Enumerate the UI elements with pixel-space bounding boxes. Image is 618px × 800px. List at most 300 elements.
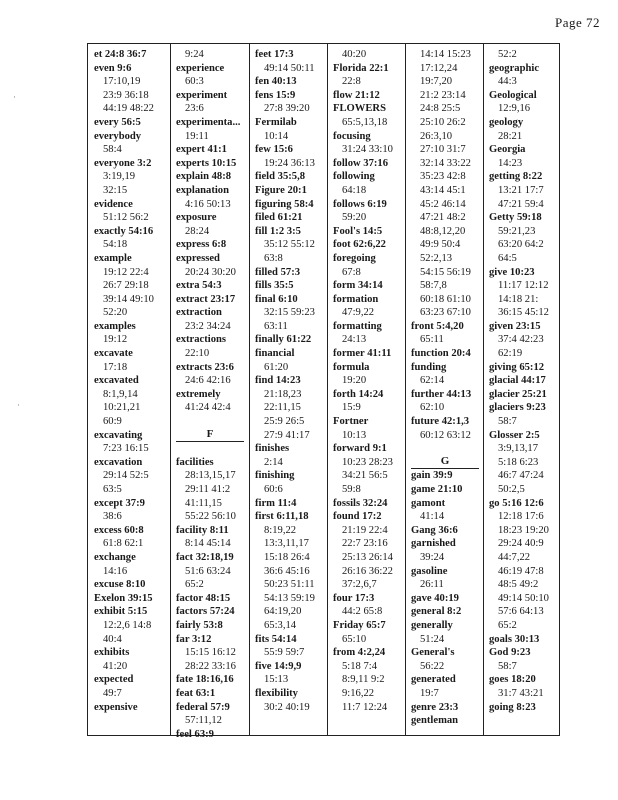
- index-term: funding: [411, 361, 447, 373]
- index-term: even 9:6: [94, 62, 132, 74]
- index-reference: 24:8 25:5: [420, 103, 461, 115]
- index-reference: 62:10: [420, 402, 445, 414]
- index-term: finishing: [255, 470, 295, 482]
- index-term: expert 41:1: [176, 144, 227, 156]
- index-reference: 49:9 50:4: [420, 239, 461, 251]
- index-term: exactly 54:16: [94, 225, 154, 237]
- index-reference: 15:13: [264, 674, 289, 686]
- index-reference: 17:12,24: [420, 62, 458, 74]
- index-term: exposure: [176, 212, 217, 224]
- index-reference: 59:8: [342, 484, 361, 495]
- index-term: experience: [176, 62, 225, 74]
- index-term: flow 21:12: [333, 89, 380, 101]
- index-term: fossils 32:24: [333, 497, 388, 509]
- index-reference: 23:6: [185, 103, 204, 115]
- index-reference: 24:6 42:16: [185, 375, 231, 387]
- index-term: gamont: [411, 497, 446, 509]
- index-term: geology: [489, 116, 524, 128]
- index-reference: 32:15 59:23: [264, 307, 315, 319]
- index-reference: 12:9,16: [498, 103, 531, 115]
- index-reference: 59:21,23: [498, 225, 536, 237]
- index-reference: 29:14 52:5: [103, 470, 149, 482]
- index-term: following: [333, 171, 375, 183]
- index-reference: 35:23 42:8: [420, 171, 466, 183]
- index-reference: 49:14 50:10: [498, 592, 549, 604]
- index-term: far 3:12: [176, 633, 212, 645]
- section-rule: [176, 441, 244, 442]
- index-term: Fermilab: [255, 116, 297, 128]
- index-reference: 63:23 67:10: [420, 307, 471, 319]
- index-reference: 8:19,22: [264, 524, 297, 536]
- index-reference: 25:10 26:2: [420, 116, 466, 128]
- index-term: from 4:2,24: [333, 647, 386, 659]
- index-term: former 41:11: [333, 348, 392, 360]
- index-reference: 61:8 62:1: [103, 538, 144, 550]
- index-reference: 22:11,15: [264, 402, 301, 414]
- index-reference: 2:14: [264, 456, 283, 468]
- index-term: God 9:23: [489, 647, 531, 659]
- index-term: glacial 44:17: [489, 375, 546, 387]
- index-reference: 25:9 26:5: [264, 416, 305, 428]
- index-reference: 26:11: [420, 579, 444, 591]
- index-reference: 34:21 56:5: [342, 470, 388, 482]
- index-reference: 11:17 12:12: [498, 280, 549, 292]
- page-number: Page 72: [554, 15, 600, 30]
- section-letter-g: G: [440, 455, 450, 467]
- index-reference: 60:6: [264, 484, 283, 495]
- index-term: follow 37:16: [333, 157, 389, 169]
- index-term: evidence: [94, 198, 133, 210]
- index-reference: 61:20: [264, 361, 289, 373]
- index-term: facility 8:11: [176, 524, 229, 536]
- index-term: filed 61:21: [255, 212, 303, 224]
- index-term: extractions: [176, 334, 227, 346]
- index-reference: 39:24: [420, 551, 445, 563]
- index-term: Florida 22:1: [333, 62, 389, 74]
- index-term: General's: [411, 647, 455, 659]
- index-reference: 19:12 22:4: [103, 266, 149, 278]
- index-term: everybody: [94, 130, 142, 142]
- index-reference: 64:5: [498, 252, 517, 264]
- index-reference: 63:5: [103, 484, 122, 495]
- index-term: game 21:10: [411, 484, 463, 495]
- index-reference: 22:8: [342, 76, 361, 88]
- index-term: Figure 20:1: [255, 184, 307, 196]
- index-term: few 15:6: [255, 144, 293, 156]
- index-reference: 65:11: [420, 334, 444, 346]
- index-reference: 52:2: [498, 49, 517, 60]
- index-reference: 7:23 16:15: [103, 443, 149, 455]
- index-term: federal 57:9: [176, 701, 230, 713]
- index-reference: 37:4 42:23: [498, 334, 544, 346]
- index-reference: 45:2 46:14: [420, 198, 466, 210]
- index-reference: 48:5 49:2: [498, 579, 539, 591]
- index-reference: 28:21: [498, 130, 523, 142]
- index-reference: 21:2 23:14: [420, 89, 466, 101]
- index-reference: 14:14 15:23: [420, 49, 471, 60]
- index-reference: 47:9,22: [342, 307, 375, 319]
- index-term: extra 54:3: [176, 280, 222, 292]
- index-term: further 44:13: [411, 388, 472, 400]
- index-term: finishes: [255, 443, 290, 455]
- index-reference: 8:1,9,14: [103, 388, 138, 400]
- index-reference: 27:10 31:7: [420, 144, 466, 156]
- index-reference: 37:2,6,7: [342, 579, 377, 591]
- column-divider: [405, 43, 406, 736]
- index-term: fill 1:2 3:5: [255, 225, 301, 237]
- index-reference: 22:10: [185, 348, 210, 360]
- index-term: glacier 25:21: [489, 388, 547, 400]
- index-column-6: [489, 48, 549, 714]
- index-reference: 11:7 12:24: [342, 701, 388, 713]
- index-term: excavate: [94, 348, 133, 360]
- index-term: Fool's 14:5: [333, 225, 383, 237]
- index-reference: 63:11: [264, 320, 288, 332]
- index-reference: 49:14 50:11: [264, 62, 315, 74]
- index-reference: 41:11,15: [185, 497, 222, 509]
- index-reference: 3:9,13,17: [498, 443, 539, 455]
- index-term: find 14:23: [255, 375, 301, 387]
- index-reference: 41:20: [103, 660, 128, 672]
- index-reference: 46:7 47:24: [498, 470, 544, 482]
- index-reference: 60:12 63:12: [420, 429, 471, 441]
- index-term: exchange: [94, 551, 136, 563]
- index-reference: 22:7 23:16: [342, 538, 388, 550]
- index-reference: 17:18: [103, 361, 128, 373]
- index-term: extremely: [176, 388, 221, 400]
- index-reference: 64:18: [342, 184, 367, 196]
- index-reference: 19:20: [342, 375, 367, 387]
- index-term: fact 32:18,19: [176, 551, 234, 563]
- index-term: extract 23:17: [176, 293, 236, 305]
- index-reference: 28:13,15,17: [185, 470, 236, 482]
- index-term: extraction: [176, 307, 222, 319]
- index-reference: 19:7: [420, 687, 439, 699]
- index-reference: 32:14 33:22: [420, 157, 471, 169]
- index-reference: 9:24: [185, 49, 204, 60]
- index-term: given 23:15: [489, 320, 541, 332]
- index-reference: 3:19,19: [103, 171, 136, 183]
- index-column-3: [255, 48, 315, 714]
- index-reference: 44:2 65:8: [342, 606, 383, 618]
- index-term: giving 65:12: [489, 361, 545, 373]
- column-divider: [170, 43, 171, 736]
- index-reference: 46:19 47:8: [498, 565, 544, 577]
- index-reference: 58:7: [498, 660, 517, 672]
- index-reference: 36:6 45:16: [264, 565, 310, 577]
- index-reference: 60:9: [103, 416, 122, 428]
- index-reference: 14:18 21:: [498, 293, 539, 305]
- index-term: genre 23:3: [411, 701, 459, 713]
- index-column-4: [333, 48, 393, 714]
- index-reference: 52:20: [103, 307, 128, 319]
- index-reference: 60:18 61:10: [420, 293, 471, 305]
- index-term: example: [94, 252, 132, 264]
- index-term: forward 9:1: [333, 443, 387, 455]
- index-reference: 21:18,23: [264, 388, 302, 400]
- index-term: first 6:11,18: [255, 511, 309, 523]
- index-reference: 65:5,13,18: [342, 116, 388, 128]
- index-reference: 51:6 63:24: [185, 565, 231, 577]
- index-reference: 43:14 45:1: [420, 184, 466, 196]
- index-term: feel 63:9: [176, 728, 214, 740]
- index-reference: 15:18 26:4: [264, 551, 310, 563]
- index-reference: 51:12 56:2: [103, 212, 149, 224]
- index-term: generally: [411, 619, 453, 631]
- index-reference: 10:13: [342, 429, 367, 441]
- index-reference: 20:24 30:20: [185, 266, 236, 278]
- index-reference: 35:12 55:12: [264, 239, 315, 251]
- index-reference: 32:15: [103, 184, 128, 196]
- index-reference: 41:24 42:4: [185, 402, 231, 414]
- index-term: Geological: [489, 89, 537, 101]
- index-reference: 21:19 22:4: [342, 524, 388, 536]
- index-reference: 8:9,11 9:2: [342, 674, 385, 686]
- index-term: getting 8:22: [489, 171, 543, 183]
- index-term: exhibits: [94, 647, 130, 659]
- index-term: explain 48:8: [176, 171, 232, 183]
- index-term: explanation: [176, 184, 229, 196]
- section-letter-f: F: [206, 428, 214, 440]
- index-reference: 24:13: [342, 334, 367, 346]
- index-term: factors 57:24: [176, 606, 235, 618]
- index-term: foot 62:6,22: [333, 239, 386, 251]
- index-reference: 23:2 34:24: [185, 320, 231, 332]
- index-reference: 49:7: [103, 687, 122, 699]
- index-reference: [176, 442, 240, 456]
- index-reference: 38:6: [103, 511, 122, 523]
- index-term: fits 54:14: [255, 633, 297, 645]
- index-reference: 27:9 41:17: [264, 429, 310, 441]
- index-reference: 23:9 36:18: [103, 89, 149, 101]
- index-term: expected: [94, 674, 134, 686]
- index-term: excess 60:8: [94, 524, 144, 536]
- index-reference: 44:7,22: [498, 551, 531, 563]
- index-term: excavated: [94, 375, 139, 387]
- index-reference: 40:4: [103, 633, 122, 645]
- index-reference: [176, 415, 240, 429]
- index-reference: 63:8: [264, 252, 283, 264]
- index-term: facilities: [176, 456, 214, 468]
- index-reference: 63:20 64:2: [498, 239, 544, 251]
- index-column-1: [94, 48, 154, 714]
- index-term: excavation: [94, 456, 143, 468]
- index-reference: 62:19: [498, 348, 523, 360]
- index-reference: 65:3,14: [264, 619, 297, 631]
- index-reference: 28:24: [185, 225, 210, 237]
- index-reference: 19:7,20: [420, 76, 453, 88]
- index-reference: 65:10: [342, 633, 367, 645]
- index-reference: 15:15 16:12: [185, 647, 236, 659]
- index-term: figuring 58:4: [255, 198, 314, 210]
- column-divider: [249, 43, 250, 736]
- index-reference: 40:20: [342, 49, 367, 60]
- index-term: five 14:9,9: [255, 660, 302, 672]
- index-term: Exelon 39:15: [94, 592, 153, 604]
- index-term: expensive: [94, 701, 138, 713]
- index-reference: 48:8,12,20: [420, 225, 466, 237]
- index-term: express 6:8: [176, 239, 227, 251]
- index-reference: 14:23: [498, 157, 523, 169]
- index-term: goes 18:20: [489, 674, 536, 686]
- index-term: focusing: [333, 130, 371, 142]
- index-term: generated: [411, 674, 456, 686]
- index-reference: 62:14: [420, 375, 445, 387]
- index-term: foregoing: [333, 252, 376, 264]
- index-term: future 42:1,3: [411, 416, 470, 428]
- index-term: formatting: [333, 320, 382, 332]
- index-reference: 29:24 40:9: [498, 538, 544, 550]
- index-reference: 55:9 59:7: [264, 647, 305, 659]
- index-reference: 44:19 48:22: [103, 103, 154, 115]
- index-reference: 5:18 7:4: [342, 660, 378, 672]
- index-term: goals 30:13: [489, 633, 540, 645]
- section-rule: [411, 468, 479, 469]
- index-term: extracts 23:6: [176, 361, 234, 373]
- index-term: front 5:4,20: [411, 320, 464, 332]
- index-reference: 54:18: [103, 239, 128, 251]
- index-term: Georgia: [489, 144, 526, 156]
- index-term: Fortner: [333, 416, 369, 428]
- index-reference: 26:16 36:22: [342, 565, 393, 577]
- index-term: experts 10:15: [176, 157, 237, 169]
- index-reference: 60:3: [185, 76, 204, 88]
- index-reference: 55:22 56:10: [185, 511, 236, 523]
- index-reference: 31:24 33:10: [342, 144, 393, 156]
- index-term: feat 63:1: [176, 687, 216, 699]
- index-reference: 4:16 50:13: [185, 198, 231, 210]
- index-reference: 44:3: [498, 76, 517, 88]
- index-reference: 67:8: [342, 266, 361, 278]
- index-term: four 17:3: [333, 592, 375, 604]
- index-reference: 15:9: [342, 402, 361, 414]
- index-term: Gang 36:6: [411, 524, 458, 536]
- index-term: formation: [333, 293, 379, 305]
- index-reference: 47:21 48:2: [420, 212, 466, 224]
- index-term: gasoline: [411, 565, 448, 577]
- index-reference: 10:21,21: [103, 402, 141, 414]
- index-reference: 58:7,8: [420, 280, 447, 292]
- index-reference: 57:11,12: [185, 715, 222, 727]
- index-reference: 36:15 45:12: [498, 307, 549, 319]
- index-reference: 9:16,22: [342, 687, 375, 699]
- index-reference: 12:2,6 14:8: [103, 619, 152, 631]
- index-reference: [411, 442, 471, 456]
- index-term: expressed: [176, 252, 220, 264]
- index-reference: 13:21 17:7: [498, 184, 544, 196]
- index-term: fills 35:5: [255, 280, 294, 292]
- index-column-5: [411, 48, 471, 728]
- index-term: every 56:5: [94, 116, 141, 128]
- index-term: everyone 3:2: [94, 157, 152, 169]
- index-term: general 8:2: [411, 606, 462, 618]
- index-term: function 20:4: [411, 348, 471, 360]
- index-term: flexibility: [255, 687, 298, 699]
- index-reference: 8:14 45:14: [185, 538, 231, 550]
- index-term: Glosser 2:5: [489, 429, 540, 441]
- column-divider: [483, 43, 484, 736]
- index-reference: 54:15 56:19: [420, 266, 471, 278]
- index-term: gentleman: [411, 715, 459, 727]
- index-column-2: [176, 48, 240, 741]
- index-term: follows 6:19: [333, 198, 387, 210]
- index-reference: 31:7 43:21: [498, 687, 544, 699]
- index-reference: 64:19,20: [264, 606, 302, 618]
- index-reference: 50:2,5: [498, 484, 525, 495]
- index-term: fairly 53:8: [176, 619, 223, 631]
- index-term: exhibit 5:15: [94, 606, 148, 618]
- index-reference: 12:18 17:6: [498, 511, 544, 523]
- index-term: gain 39:9: [411, 470, 453, 482]
- index-reference: 65:2: [498, 619, 517, 631]
- index-reference: 58:4: [103, 144, 122, 156]
- index-reference: 26:7 29:18: [103, 280, 149, 292]
- index-term: except 37:9: [94, 497, 145, 509]
- index-term: et 24:8 36:7: [94, 49, 147, 60]
- index-reference: 25:13 26:14: [342, 551, 393, 563]
- index-term: glaciers 9:23: [489, 402, 546, 414]
- column-divider: [327, 43, 328, 736]
- index-term: experiment: [176, 89, 228, 101]
- index-reference: 51:24: [420, 633, 445, 645]
- index-reference: 19:24 36:13: [264, 157, 315, 169]
- index-term: feet 17:3: [255, 49, 294, 60]
- index-term: form 34:14: [333, 280, 383, 292]
- index-reference: 19:12: [103, 334, 128, 346]
- index-term: Friday 65:7: [333, 619, 386, 631]
- index-reference: 52:2,13: [420, 252, 453, 264]
- index-reference: 65:2: [185, 579, 204, 591]
- index-reference: 39:14 49:10: [103, 293, 154, 305]
- index-reference: 41:14: [420, 511, 445, 523]
- index-term: examples: [94, 320, 136, 332]
- index-reference: 10:23 28:23: [342, 456, 393, 468]
- index-reference: 57:6 64:13: [498, 606, 544, 618]
- index-term: excuse 8:10: [94, 579, 146, 591]
- index-reference: 29:11 41:2: [185, 484, 231, 495]
- index-reference: 30:2 40:19: [264, 701, 310, 713]
- index-term: factor 48:15: [176, 592, 231, 604]
- index-term: filled 57:3: [255, 266, 301, 278]
- index-term: garnished: [411, 538, 456, 550]
- index-term: formula: [333, 361, 370, 373]
- index-reference: 19:11: [185, 130, 209, 142]
- index-reference: 58:7: [498, 416, 517, 428]
- margin-mark: ·: [17, 400, 20, 410]
- index-term: finally 61:22: [255, 334, 312, 346]
- index-reference: 18:23 19:20: [498, 524, 549, 536]
- index-term: go 5:16 12:6: [489, 497, 544, 509]
- index-reference: 59:20: [342, 212, 367, 224]
- margin-mark: ·: [13, 92, 16, 102]
- index-reference: 5:18 6:23: [498, 456, 539, 468]
- index-term: geographic: [489, 62, 540, 74]
- index-term: found 17:2: [333, 511, 382, 523]
- index-reference: 27:8 39:20: [264, 103, 310, 115]
- index-reference: 28:22 33:16: [185, 660, 236, 672]
- index-reference: 26:3,10: [420, 130, 453, 142]
- index-term: final 6:10: [255, 293, 298, 305]
- index-term: give 10:23: [489, 266, 535, 278]
- index-reference: 56:22: [420, 660, 445, 672]
- index-term: experimenta...: [176, 116, 241, 128]
- index-term: financial: [255, 348, 295, 360]
- index-reference: 54:13 59:19: [264, 592, 315, 604]
- index-reference: 50:23 51:11: [264, 579, 315, 591]
- index-term: going 8:23: [489, 701, 536, 713]
- index-term: FLOWERS: [333, 103, 386, 115]
- index-term: fens 15:9: [255, 89, 296, 101]
